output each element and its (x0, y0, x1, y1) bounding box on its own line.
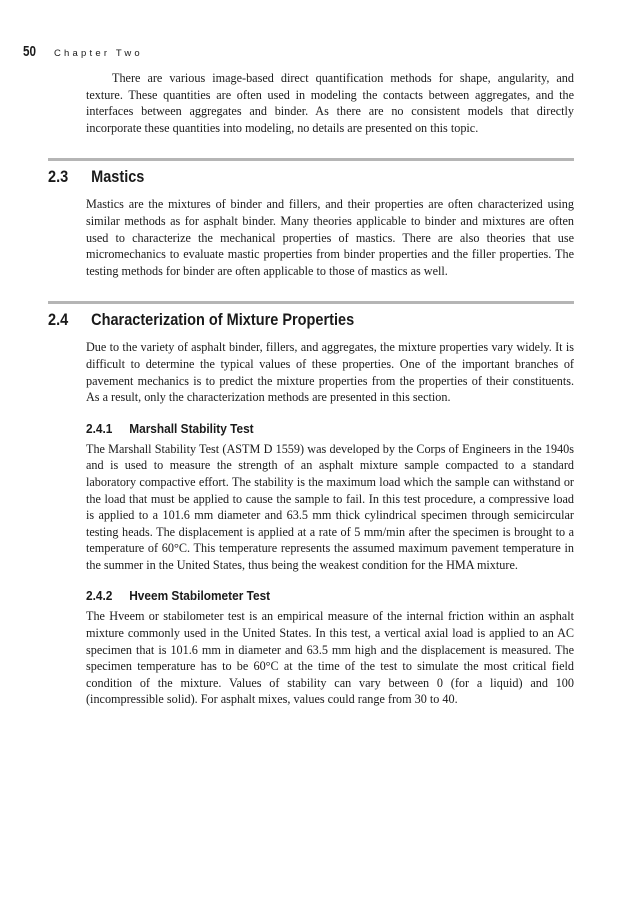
section-title: Characterization of Mixture Properties (91, 311, 355, 330)
section-paragraph: Mastics are the mixtures of binder and fillers, and their properties are often characterized using similar methods as for asphalt binder. Many theories applicable to binder and mixtures are often used to characterize the mechanical properties of mastics. There are also theories that use micromechanics to evaluate mastic properties from binder properties and the filler properties. The testing methods for binder are often applicable to those of mastics as well. (86, 197, 574, 278)
subsection-heading-hveem (86, 588, 525, 603)
subsection-title: Hveem Stabilometer Test (129, 588, 271, 604)
running-header (23, 43, 143, 63)
section-number: 2.3 (48, 168, 69, 187)
section-number: 2.4 (48, 311, 69, 330)
section-title: Mastics (91, 168, 145, 187)
subsection-title: Marshall Stability Test (129, 420, 254, 436)
section-paragraph: Due to the variety of asphalt binder, fillers, and aggregates, the mixture properties vary widely. It is difficult to determine the typical values of these properties. One of the important branches of pavement mechanics is to predict the mixture properties from the properties of their constituents. As a result, only the characterization methods are presented in this section. (86, 340, 574, 405)
section-divider (48, 158, 574, 161)
section-heading-mastics (48, 168, 511, 187)
subsection-number: 2.4.2 (86, 588, 113, 604)
page-body (48, 70, 574, 708)
section-divider (48, 301, 574, 304)
subsection-paragraph: The Hveem or stabilometer test is an empirical measure of the internal friction within an asphalt mixture commonly used in the United States. In this test, a vertical axial load is applied to an AC specimen that is 101.6 mm in diameter and 63.5 mm high and the displacement is measured. The specimen temperature has to be 60°C at the time of the test to simulate the most critical field condition of the mixture. Values of stability can vary between 0 (for a liquid) and 100 (incompressible solid). For asphalt mixes, values could range from 30 to 40. (86, 609, 574, 707)
page-number: 50 (23, 43, 37, 60)
section-heading-mixture-properties (48, 311, 511, 330)
subsection-number: 2.4.1 (86, 420, 113, 436)
intro-paragraph: There are various image-based direct quantification methods for shape, angularity, and texture. These quantities are often used in modeling the contacts between aggregates, and the interfaces between aggregates and binder. As there are no consistent models that directly incorporate these quantities into modeling, no details are presented on this topic. (86, 71, 574, 135)
subsection-heading-marshall (86, 421, 525, 436)
subsection-paragraph: The Marshall Stability Test (ASTM D 1559) was developed by the Corps of Engineers in the 1940s and is used to measure the strength of an asphalt mixture sample compacted to a standard laboratory compactive effort. The stability is the maximum load which the sample can withstand or the load that must be applied to cause the sample to fail. In this test procedure, a compressive load is applied to a 101.6 mm diameter and 63.5 mm thick cylindrical specimen through semicircular testing heads. The displacement is applied at a rate of 5 mm/min after the specimen is brought to a temperature of 60°C. This temperature represents the assumed maximum pavement temperature in the summer in the United States, thus being the weakest condition for the HMA mixture. (86, 441, 574, 572)
chapter-label: Chapter Two (54, 48, 143, 59)
